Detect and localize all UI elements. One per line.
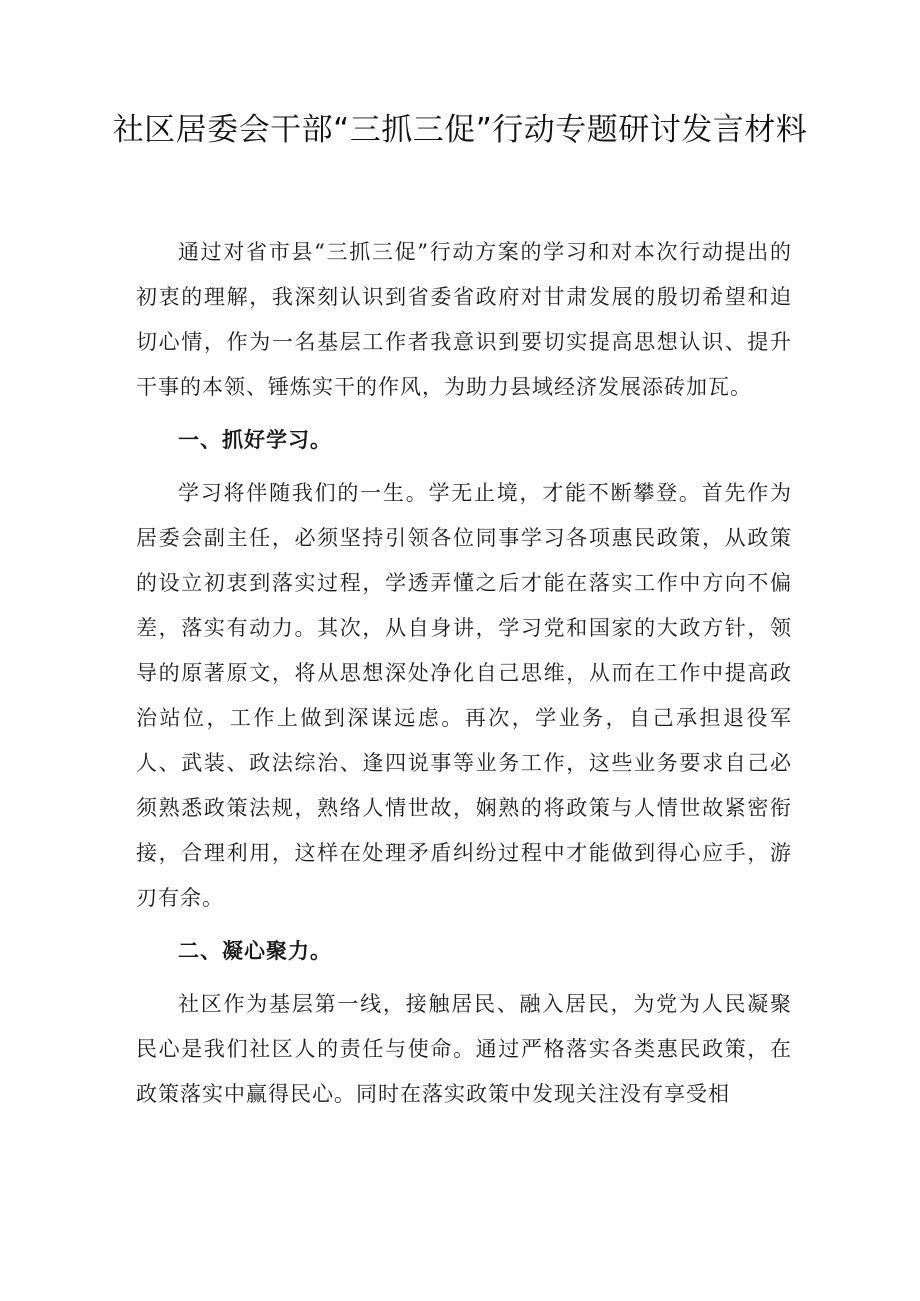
document-title: 社区居委会干部“三抓三促”行动专题研讨发言材料 bbox=[112, 112, 808, 148]
document-body bbox=[136, 230, 792, 1117]
section-paragraph-unite: 社区作为基层第一线，接触居民、融入居民，为党为人民凝聚民心是我们社区人的责任与使命。通过严格落实各类惠民政策，在政策落实中赢得民心。同时在落实政策中发现关注没有享受相 bbox=[136, 992, 792, 1106]
section-paragraph-study: 学习将伴随我们的一生。学无止境，才能不断攀登。首先作为居委会副主任，必须坚持引领各位同事学习各项惠民政策，从政策的设立初衷到落实过程，学透弄懂之后才能在落实工作中方向不偏差，落实有动力。其次，从自身讲，学习党和国家的大政方针，领导的原著原文，将从思想深处净化自己思维，从而在工作中提高政治站位，工作上做到深谋远虑。再次，学业务，自己承担退役军人、武装、政法综治、逢四说事等业务工作，这些业务要求自己必须熟悉政策法规，熟络人情世故，娴熟的将政策与人情世故紧密衔接，合理利用，这样在处理矛盾纠纷过程中才能做到得心应手，游刃有余。 bbox=[136, 481, 792, 910]
section-heading-unite: 二、凝心聚力。 bbox=[178, 939, 332, 963]
intro-paragraph: 通过对省市县“三抓三促”行动方案的学习和对本次行动提出的初衷的理解，我深刻认识到省委省政府对甘肃发展的殷切希望和迫切心情，作为一名基层工作者我意识到要切实提高思想认识、提升干事的本领、锤炼实干的作风，为助力县域经济发展添砖加瓦。 bbox=[136, 240, 792, 399]
section-heading-study: 一、抓好学习。 bbox=[178, 428, 332, 452]
